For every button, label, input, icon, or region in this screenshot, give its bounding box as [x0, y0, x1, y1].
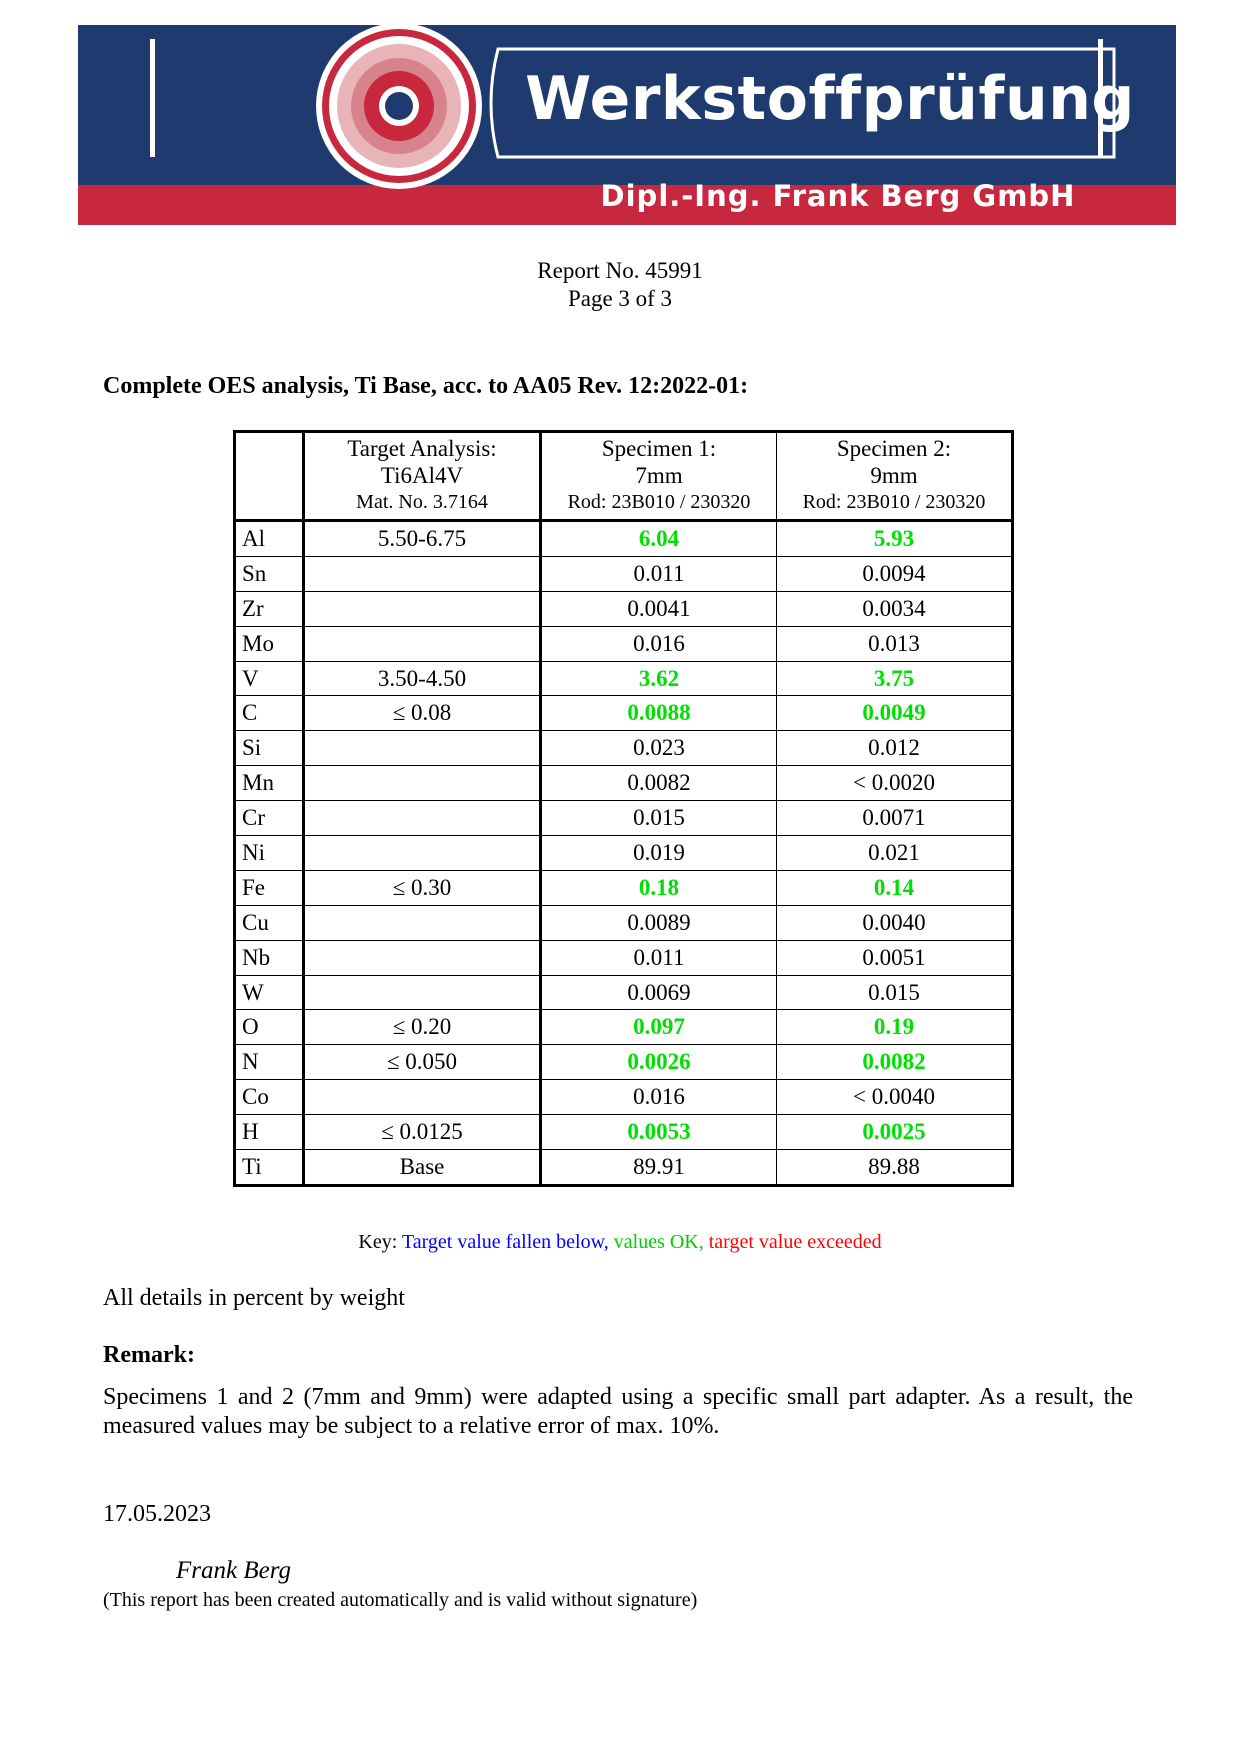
color-key [0, 1231, 1240, 1254]
key-exceeded: target value exceeded [708, 1231, 882, 1253]
cell-specimen-1: 0.016 [541, 1080, 777, 1115]
cell-specimen-1: 0.011 [541, 556, 777, 591]
cell-specimen-1: 3.62 [541, 661, 777, 696]
brand-subtitle: Dipl.-Ing. Frank Berg GmbH [600, 179, 1076, 213]
cell-element: C [235, 696, 304, 731]
table-row [235, 1045, 1013, 1080]
cell-element: W [235, 975, 304, 1010]
cell-target: Base [304, 1150, 541, 1186]
table-row [235, 696, 1013, 731]
report-number: Report No. 45991 [537, 258, 703, 283]
signature-note: (This report has been created automatically and is valid without signature) [103, 1589, 698, 1611]
cell-specimen-1: 0.0088 [541, 696, 777, 731]
cell-element: Cu [235, 905, 304, 940]
cell-target [304, 1080, 541, 1115]
cell-specimen-2: 0.0051 [777, 940, 1013, 975]
report-meta [0, 257, 1240, 313]
cell-specimen-1: 0.0041 [541, 591, 777, 626]
cell-target [304, 836, 541, 871]
cell-element: Sn [235, 556, 304, 591]
key-label: Key: [358, 1231, 398, 1253]
cell-target: ≤ 0.0125 [304, 1115, 541, 1150]
table-row [235, 731, 1013, 766]
cell-element: Mn [235, 766, 304, 801]
cell-specimen-1: 0.016 [541, 626, 777, 661]
cell-specimen-2: 5.93 [777, 521, 1013, 557]
cell-specimen-1: 0.0026 [541, 1045, 777, 1080]
cell-specimen-2: 0.14 [777, 870, 1013, 905]
cell-specimen-2: < 0.0020 [777, 766, 1013, 801]
cell-specimen-1: 0.0053 [541, 1115, 777, 1150]
cell-specimen-2: 3.75 [777, 661, 1013, 696]
header-target-line2: Ti6Al4V [380, 463, 464, 488]
header-s2-line2: 9mm [870, 463, 918, 488]
cell-specimen-2: 0.0082 [777, 1045, 1013, 1080]
table-row [235, 940, 1013, 975]
header-banner [78, 25, 1176, 225]
cell-target: 3.50-4.50 [304, 661, 541, 696]
table-row [235, 836, 1013, 871]
cell-specimen-2: 0.013 [777, 626, 1013, 661]
cell-specimen-2: 0.012 [777, 731, 1013, 766]
cell-element: N [235, 1045, 304, 1080]
report-date: 17.05.2023 [103, 1501, 211, 1527]
header-target-line1: Target Analysis: [347, 436, 497, 461]
header-s1-line2: 7mm [635, 463, 683, 488]
cell-specimen-1: 0.019 [541, 836, 777, 871]
cell-element: O [235, 1010, 304, 1045]
cell-specimen-1: 0.0069 [541, 975, 777, 1010]
table-row [235, 766, 1013, 801]
table-row [235, 870, 1013, 905]
cell-element: Zr [235, 591, 304, 626]
key-below: Target value fallen below, [401, 1231, 609, 1253]
cell-element: Al [235, 521, 304, 557]
target-logo-icon [316, 25, 482, 189]
cell-target [304, 556, 541, 591]
table-row [235, 1010, 1013, 1045]
header-specimen-2 [777, 432, 1013, 521]
cell-element: Ni [235, 836, 304, 871]
table-row [235, 1080, 1013, 1115]
table-row [235, 556, 1013, 591]
table-header-row [235, 432, 1013, 521]
cell-specimen-2: 0.0025 [777, 1115, 1013, 1150]
cell-target [304, 940, 541, 975]
table-row [235, 975, 1013, 1010]
brand-title: Werkstoffprüfung [525, 64, 1135, 134]
cell-target [304, 801, 541, 836]
table-row [235, 905, 1013, 940]
cell-target: ≤ 0.08 [304, 696, 541, 731]
cell-specimen-1: 0.0082 [541, 766, 777, 801]
header-s1-line1: Specimen 1: [601, 436, 717, 461]
cell-element: Si [235, 731, 304, 766]
header-specimen-1 [541, 432, 777, 521]
cell-target [304, 591, 541, 626]
header-target-line3: Mat. No. 3.7164 [356, 491, 488, 513]
cell-target [304, 975, 541, 1010]
key-ok: values OK, [613, 1231, 704, 1253]
cell-element: Ti [235, 1150, 304, 1186]
cell-specimen-2: 0.0071 [777, 801, 1013, 836]
cell-target: ≤ 0.30 [304, 870, 541, 905]
oes-analysis-table [233, 430, 1014, 1187]
cell-specimen-1: 0.011 [541, 940, 777, 975]
table-body [235, 521, 1013, 1186]
cell-specimen-1: 0.023 [541, 731, 777, 766]
table-row [235, 1150, 1013, 1186]
cell-target: 5.50-6.75 [304, 521, 541, 557]
cell-specimen-1: 0.015 [541, 801, 777, 836]
remark-text: Specimens 1 and 2 (7mm and 9mm) were adapted using a specific small part adapter. As a result, the measured values may be subject to a relative error of max. 10%. [103, 1384, 1133, 1439]
cell-specimen-1: 6.04 [541, 521, 777, 557]
header-element [235, 432, 304, 521]
units-note: All details in percent by weight [103, 1285, 405, 1311]
cell-specimen-1: 0.097 [541, 1010, 777, 1045]
page-number: Page 3 of 3 [567, 286, 673, 311]
table-row [235, 661, 1013, 696]
header-target [304, 432, 541, 521]
cell-specimen-2: 89.88 [777, 1150, 1013, 1186]
table-row [235, 1115, 1013, 1150]
cell-specimen-2: 0.19 [777, 1010, 1013, 1045]
cell-specimen-2: < 0.0040 [777, 1080, 1013, 1115]
cell-specimen-2: 0.0034 [777, 591, 1013, 626]
cell-element: Fe [235, 870, 304, 905]
cell-specimen-2: 0.0049 [777, 696, 1013, 731]
table-row [235, 626, 1013, 661]
table-row [235, 801, 1013, 836]
cell-specimen-2: 0.021 [777, 836, 1013, 871]
cell-target [304, 766, 541, 801]
cell-element: H [235, 1115, 304, 1150]
table-row [235, 521, 1013, 557]
cell-specimen-2: 0.0094 [777, 556, 1013, 591]
cell-specimen-1: 89.91 [541, 1150, 777, 1186]
cell-element: Co [235, 1080, 304, 1115]
cell-target [304, 731, 541, 766]
header-s2-line1: Specimen 2: [836, 436, 952, 461]
cell-specimen-2: 0.015 [777, 975, 1013, 1010]
cell-element: V [235, 661, 304, 696]
cell-target: ≤ 0.050 [304, 1045, 541, 1080]
cell-element: Cr [235, 801, 304, 836]
cell-specimen-1: 0.18 [541, 870, 777, 905]
remark-title: Remark: [103, 1342, 195, 1368]
cell-target: ≤ 0.20 [304, 1010, 541, 1045]
header-s1-line3: Rod: 23B010 / 230320 [567, 491, 751, 513]
table-row [235, 591, 1013, 626]
cell-specimen-1: 0.0089 [541, 905, 777, 940]
cell-target [304, 626, 541, 661]
cell-element: Nb [235, 940, 304, 975]
signature: Frank Berg [176, 1557, 292, 1584]
section-title: Complete OES analysis, Ti Base, acc. to AA05 Rev. 12:2022-01: [103, 373, 749, 399]
cell-element: Mo [235, 626, 304, 661]
cell-target [304, 905, 541, 940]
header-s2-line3: Rod: 23B010 / 230320 [802, 491, 986, 513]
cell-specimen-2: 0.0040 [777, 905, 1013, 940]
